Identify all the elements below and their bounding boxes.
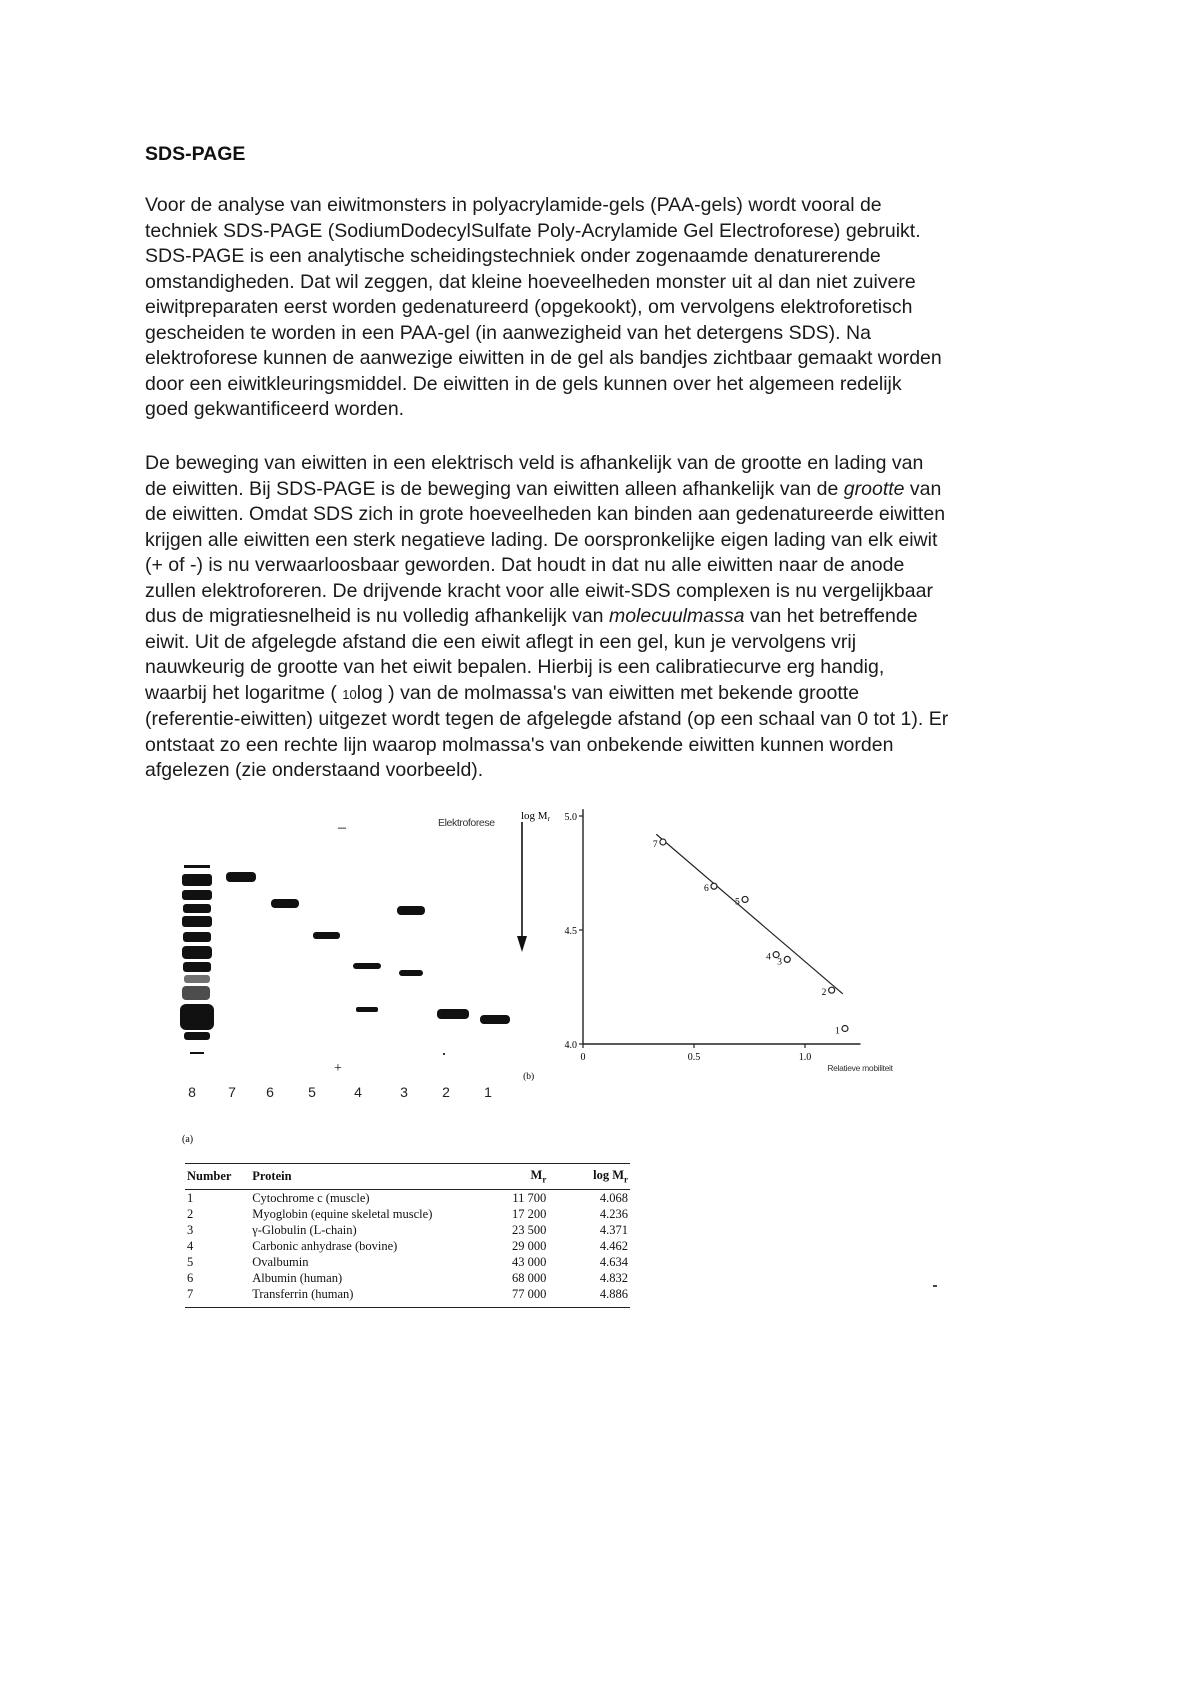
chart-panel-label: (b): [523, 1072, 535, 1082]
cell-number: 6: [187, 1270, 194, 1285]
lane-3-band-lower: [399, 970, 423, 976]
y-tick-label: 4.5: [564, 926, 577, 937]
text-line: nauwkeurig de grootte van het eiwit bepalen. Hierbij is een calibratiecurve erg handig,: [145, 656, 885, 678]
cell-number: 7: [185, 1286, 250, 1308]
text-line: eiwitpreparaten eerst worden gedenatureerd (opgekookt), om vervolgens elektroforetisch: [145, 296, 913, 318]
x-tick-label: 1.0: [798, 1052, 812, 1063]
cell-protein: Myoglobin (equine skeletal muscle): [252, 1206, 433, 1221]
emphasis-grootte: grootte: [843, 477, 905, 500]
cell-number: 1: [187, 1190, 194, 1205]
header-protein: Protein: [250, 1164, 438, 1190]
cell-mr: 68 000: [511, 1270, 547, 1285]
cell-protein: Ovalbumin: [252, 1254, 309, 1269]
data-point: [842, 1025, 848, 1031]
data-point-label: 6: [703, 884, 709, 895]
text-line: krijgen alle eiwitten een sterk negatieve lading. De oorspronkelijke eigen lading van elk eiwit: [145, 528, 938, 551]
table-row: [185, 1206, 630, 1222]
x-tick-label: 0.5: [687, 1052, 701, 1063]
cell-log-mr: 4.236: [599, 1206, 628, 1221]
cell-mr: 29 000: [511, 1238, 547, 1253]
reference-protein-table: [185, 1163, 630, 1308]
data-point: [829, 987, 835, 993]
cell-log-mr: 4.462: [599, 1238, 628, 1253]
lane-3-band-upper: [397, 906, 425, 915]
electrophoresis-label: Elektroforese: [438, 817, 495, 829]
cell-mr: 11 700: [512, 1190, 547, 1205]
emphasis-molecuulmassa: molecuulmassa: [608, 605, 745, 627]
paragraph-explanation: [145, 451, 1070, 784]
gel-panel-label: (a): [182, 1134, 194, 1145]
calibration-chart: [521, 810, 925, 1115]
lane-number: 5: [308, 1084, 316, 1100]
data-point-label: 2: [821, 988, 827, 999]
header-mr: $M_r$: [438, 1164, 548, 1190]
cell-number: 5: [187, 1254, 194, 1269]
cell-number: 2: [187, 1206, 194, 1221]
lane-number: 7: [228, 1084, 236, 1100]
text-line: door een eiwitkleuringsmiddel. De eiwitten in de gels kunnen over het algemeen redelijk: [145, 372, 902, 395]
minus-sign: –: [338, 819, 346, 836]
chart-axes: [521, 809, 894, 1082]
lane-4-band-lower: [356, 1007, 378, 1012]
text-line: elektroforese kunnen de aanwezige eiwitten in de gel als bandjes zichtbaar gemaakt worden: [145, 347, 942, 369]
text-line: dus de migratiesnelheid is nu volledig afhankelijk van molecuulmassa van het betreffende: [145, 605, 918, 627]
electrophoresis-arrow-head: [517, 936, 527, 952]
text-line: SDS-PAGE is een analytische scheidingstechniek onder zogenaamde denaturerende: [145, 245, 881, 267]
cell-number: 4: [187, 1238, 194, 1253]
text-line: goed gekwantificeerd worden.: [145, 398, 405, 420]
lane-number: 4: [354, 1084, 362, 1100]
text-line: de eiwitten. Omdat SDS zich in grote hoeveelheden kan binden aan gedenatureerde eiwitten: [145, 503, 946, 525]
data-point: [784, 956, 790, 962]
cell-log-mr: 4.832: [599, 1270, 628, 1285]
table-row: [185, 1254, 630, 1270]
y-tick-label: 4.0: [564, 1040, 577, 1051]
text-line: (referentie-eiwitten) uitgezet wordt tegen de afgelegde afstand (op een schaal van 0 tot 1). Er: [145, 708, 949, 730]
data-point-label: 3: [777, 957, 782, 968]
lane-number: 1: [484, 1084, 492, 1100]
chart-marks: [653, 834, 848, 1036]
cell-mr: 77 000: [438, 1286, 548, 1308]
lane-number: 6: [266, 1084, 274, 1100]
cell-number: 3: [187, 1222, 194, 1237]
log-base-subscript: 10: [342, 686, 357, 702]
cell-log-mr: 4.634: [599, 1254, 628, 1269]
text-line: Voor de analyse van eiwitmonsters in polyacrylamide-gels (PAA-gels) wordt vooral de: [145, 194, 882, 216]
page-title: SDS-PAGE: [145, 143, 246, 165]
table-row: [185, 1222, 630, 1238]
lane-4-band-upper: [353, 963, 381, 969]
text-line: afgelezen (zie onderstaand voorbeeld).: [145, 759, 484, 781]
lane-5-band: [313, 932, 340, 939]
fit-line: [656, 834, 842, 994]
header-log-mr: $\log M_r$: [548, 1164, 630, 1190]
paragraph-intro: [145, 193, 1070, 423]
text-line: ontstaat zo een rechte lijn waarop molmassa's van onbekende eiwitten kunnen worden: [145, 733, 894, 756]
text-line: de eiwitten. Bij SDS-PAGE is de beweging van eiwitten alleen afhankelijk van de grootte van: [145, 477, 942, 500]
table-row: [185, 1286, 630, 1308]
stray-mark: [933, 1285, 937, 1287]
text-line: gescheiden te worden in een PAA-gel (in aanwezigheid van het detergens SDS). Na: [145, 321, 871, 344]
text-line: omstandigheden. Dat wil zeggen, dat kleine hoeveelheden monster uit al dan niet zuivere: [145, 270, 916, 293]
table-row: [185, 1270, 630, 1286]
table-header-row: [185, 1164, 630, 1190]
lane-number: 3: [400, 1084, 408, 1100]
lane-number: 8: [188, 1084, 196, 1100]
data-point-label: 4: [766, 952, 771, 963]
y-tick-label: 5.0: [564, 812, 577, 823]
gel-figure: [170, 810, 530, 1145]
cell-protein: Albumin (human): [252, 1270, 343, 1285]
cell-log-mr: 4.371: [599, 1222, 628, 1237]
lane-6-band: [271, 899, 299, 908]
text-line: waarbij het logaritme ( 10log ) van de molmassa's van eiwitten met bekende grootte: [145, 681, 860, 704]
cell-protein: γ-Globulin (L-chain): [252, 1222, 357, 1237]
cell-mr: 43 000: [511, 1254, 547, 1269]
text-line: eiwit. Uit de afgelegde afstand die een eiwit aflegt in een gel, kun je vervolgens vrij: [145, 630, 857, 653]
data-point: [773, 952, 779, 958]
cell-log-mr: 4.886: [548, 1286, 630, 1308]
cell-mr: 23 500: [511, 1222, 547, 1237]
x-axis-label: Relatieve mobiliteit: [827, 1063, 893, 1073]
gel-dot: [443, 1053, 445, 1055]
lane-7-band: [226, 872, 256, 882]
x-tick-label: 0: [580, 1052, 586, 1063]
text-line: De beweging van eiwitten in een elektrisch veld is afhankelijk van de grootte en lading van: [145, 452, 924, 474]
cell-mr: 17 200: [511, 1206, 547, 1221]
cell-protein: Carbonic anhydrase (bovine): [252, 1238, 398, 1253]
text-line: (+ of -) is nu verwaarloosbaar geworden. Dat houdt in dat nu alle eiwitten naar de anode: [145, 554, 905, 576]
data-point-label: 7: [652, 839, 658, 850]
lane-number: 2: [442, 1084, 450, 1100]
table-row: [185, 1189, 630, 1206]
cell-log-mr: 4.068: [599, 1190, 628, 1205]
lane-2-band: [437, 1009, 469, 1019]
data-point: [742, 896, 748, 902]
header-number: Number: [185, 1164, 250, 1190]
table-row: [185, 1238, 630, 1254]
data-point: [711, 883, 717, 889]
cell-protein: Transferrin (human): [250, 1286, 438, 1308]
data-point-label: 5: [735, 897, 740, 908]
cell-protein: Cytochrome c (muscle): [252, 1190, 370, 1205]
data-point-label: 1: [834, 1026, 840, 1037]
y-axis-label: log Mr: [521, 810, 550, 823]
text-line: zullen elektroforeren. De drijvende kracht voor alle eiwit-SDS complexen is nu vergelijkbaar: [145, 579, 933, 602]
plus-sign: +: [334, 1061, 342, 1076]
data-point: [660, 839, 666, 845]
lane-8-bands: [180, 865, 214, 1054]
text-line: techniek SDS-PAGE (SodiumDodecylSulfate Poly-Acrylamide Gel Electroforese) gebruikt.: [145, 219, 921, 242]
lane-1-band: [480, 1015, 510, 1024]
